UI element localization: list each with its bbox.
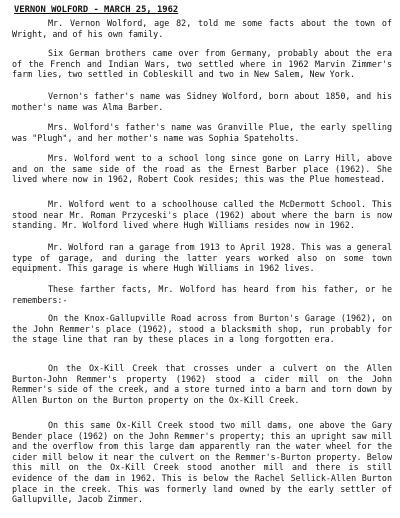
paragraph-text: Mr. Wolford ran a garage from 1913 to April 1928. This was a general type of garage, and during the latter years worked also on some town equipment. This garage is where Hugh Williams in 1962 lives. xyxy=(12,242,392,274)
paragraph xyxy=(12,420,392,505)
paragraph xyxy=(12,91,392,112)
paragraph-text: Mr. Wolford went to a schoolhouse called the McDermott School. This stood near Mr. Roman Przyceski's place (1962) about where the barn is now standing. Mr. Wolford lived where Hugh Williams resides now in 1962. xyxy=(12,199,392,231)
paragraph xyxy=(12,18,392,39)
paragraph-text: On the Knox-Gallupville Road across from Burton's Garage (1962), on the John Remmer's place (1962), stood a blacksmith shop, run probably for the stage line that ran by these places in a long forgotten era. xyxy=(12,313,392,345)
paragraph xyxy=(12,313,392,345)
paragraph xyxy=(12,153,392,185)
paragraph-text: On the Ox-Kill Creek that crosses under a culvert on the Allen Burton-John Remmer's property (1962) stood a cider mill on the John Remmer's side of the creek, and a store turned into a barn and torn down by Allen Burton on the Burton property on the Ox-Kill Creek. xyxy=(12,363,392,405)
paragraph-text: Mrs. Wolford's father's name was Granville Plue, the early spelling was "Plugh", and her mother's name was Sophia Spateholts. xyxy=(12,122,392,143)
document-heading: VERNON WOLFORD - MARCH 25, 1962 xyxy=(14,5,179,15)
paragraph xyxy=(12,284,392,305)
paragraph-text: Vernon's father's name was Sidney Wolford, born about 1850, and his mother's name was Alma Barber. xyxy=(12,91,392,112)
paragraph xyxy=(12,199,392,231)
paragraph-text: On this same Ox-Kill Creek stood two mill dams, one above the Gary Bender place (1962) on the John Remmer's property; this an upright saw mill and the overflow from this large dam apparently ran the water wheel for the cider mill below it near the culvert on the Remmer's-Burton property. Below this mill on the Ox-Kill Creek stood another mill and there is still evidence of the dam in 1962. This is below the Rachel Sellick-Allen Burton place in the creek. This was formerly land owned by the early settler of Gallupville, Jacob Zimmer. xyxy=(12,420,392,505)
paragraph xyxy=(12,122,392,143)
paragraph-text: These farther facts, Mr. Wolford has heard from his father, or he remembers:- xyxy=(12,284,392,305)
paragraph-text: Mrs. Wolford went to a school long since gone on Larry Hill, above and on the same side of the road as the Ernest Barber place (1962). She lived where now in 1962, Robert Cook resides; this was the Plue homestead. xyxy=(12,153,392,185)
paragraph xyxy=(12,48,392,80)
paragraph xyxy=(12,363,392,405)
paragraph xyxy=(12,242,392,274)
paragraph-text: Mr. Vernon Wolford, age 82, told me some facts about the town of Wright, and of his own family. xyxy=(12,18,392,39)
paragraph-text: Six German brothers came over from Germany, probably about the era of the French and Indian Wars, two settled where in 1962 Marvin Zimmer's farm lies, two settled in Cobleskill and two in New Salem, New York. xyxy=(12,48,392,80)
